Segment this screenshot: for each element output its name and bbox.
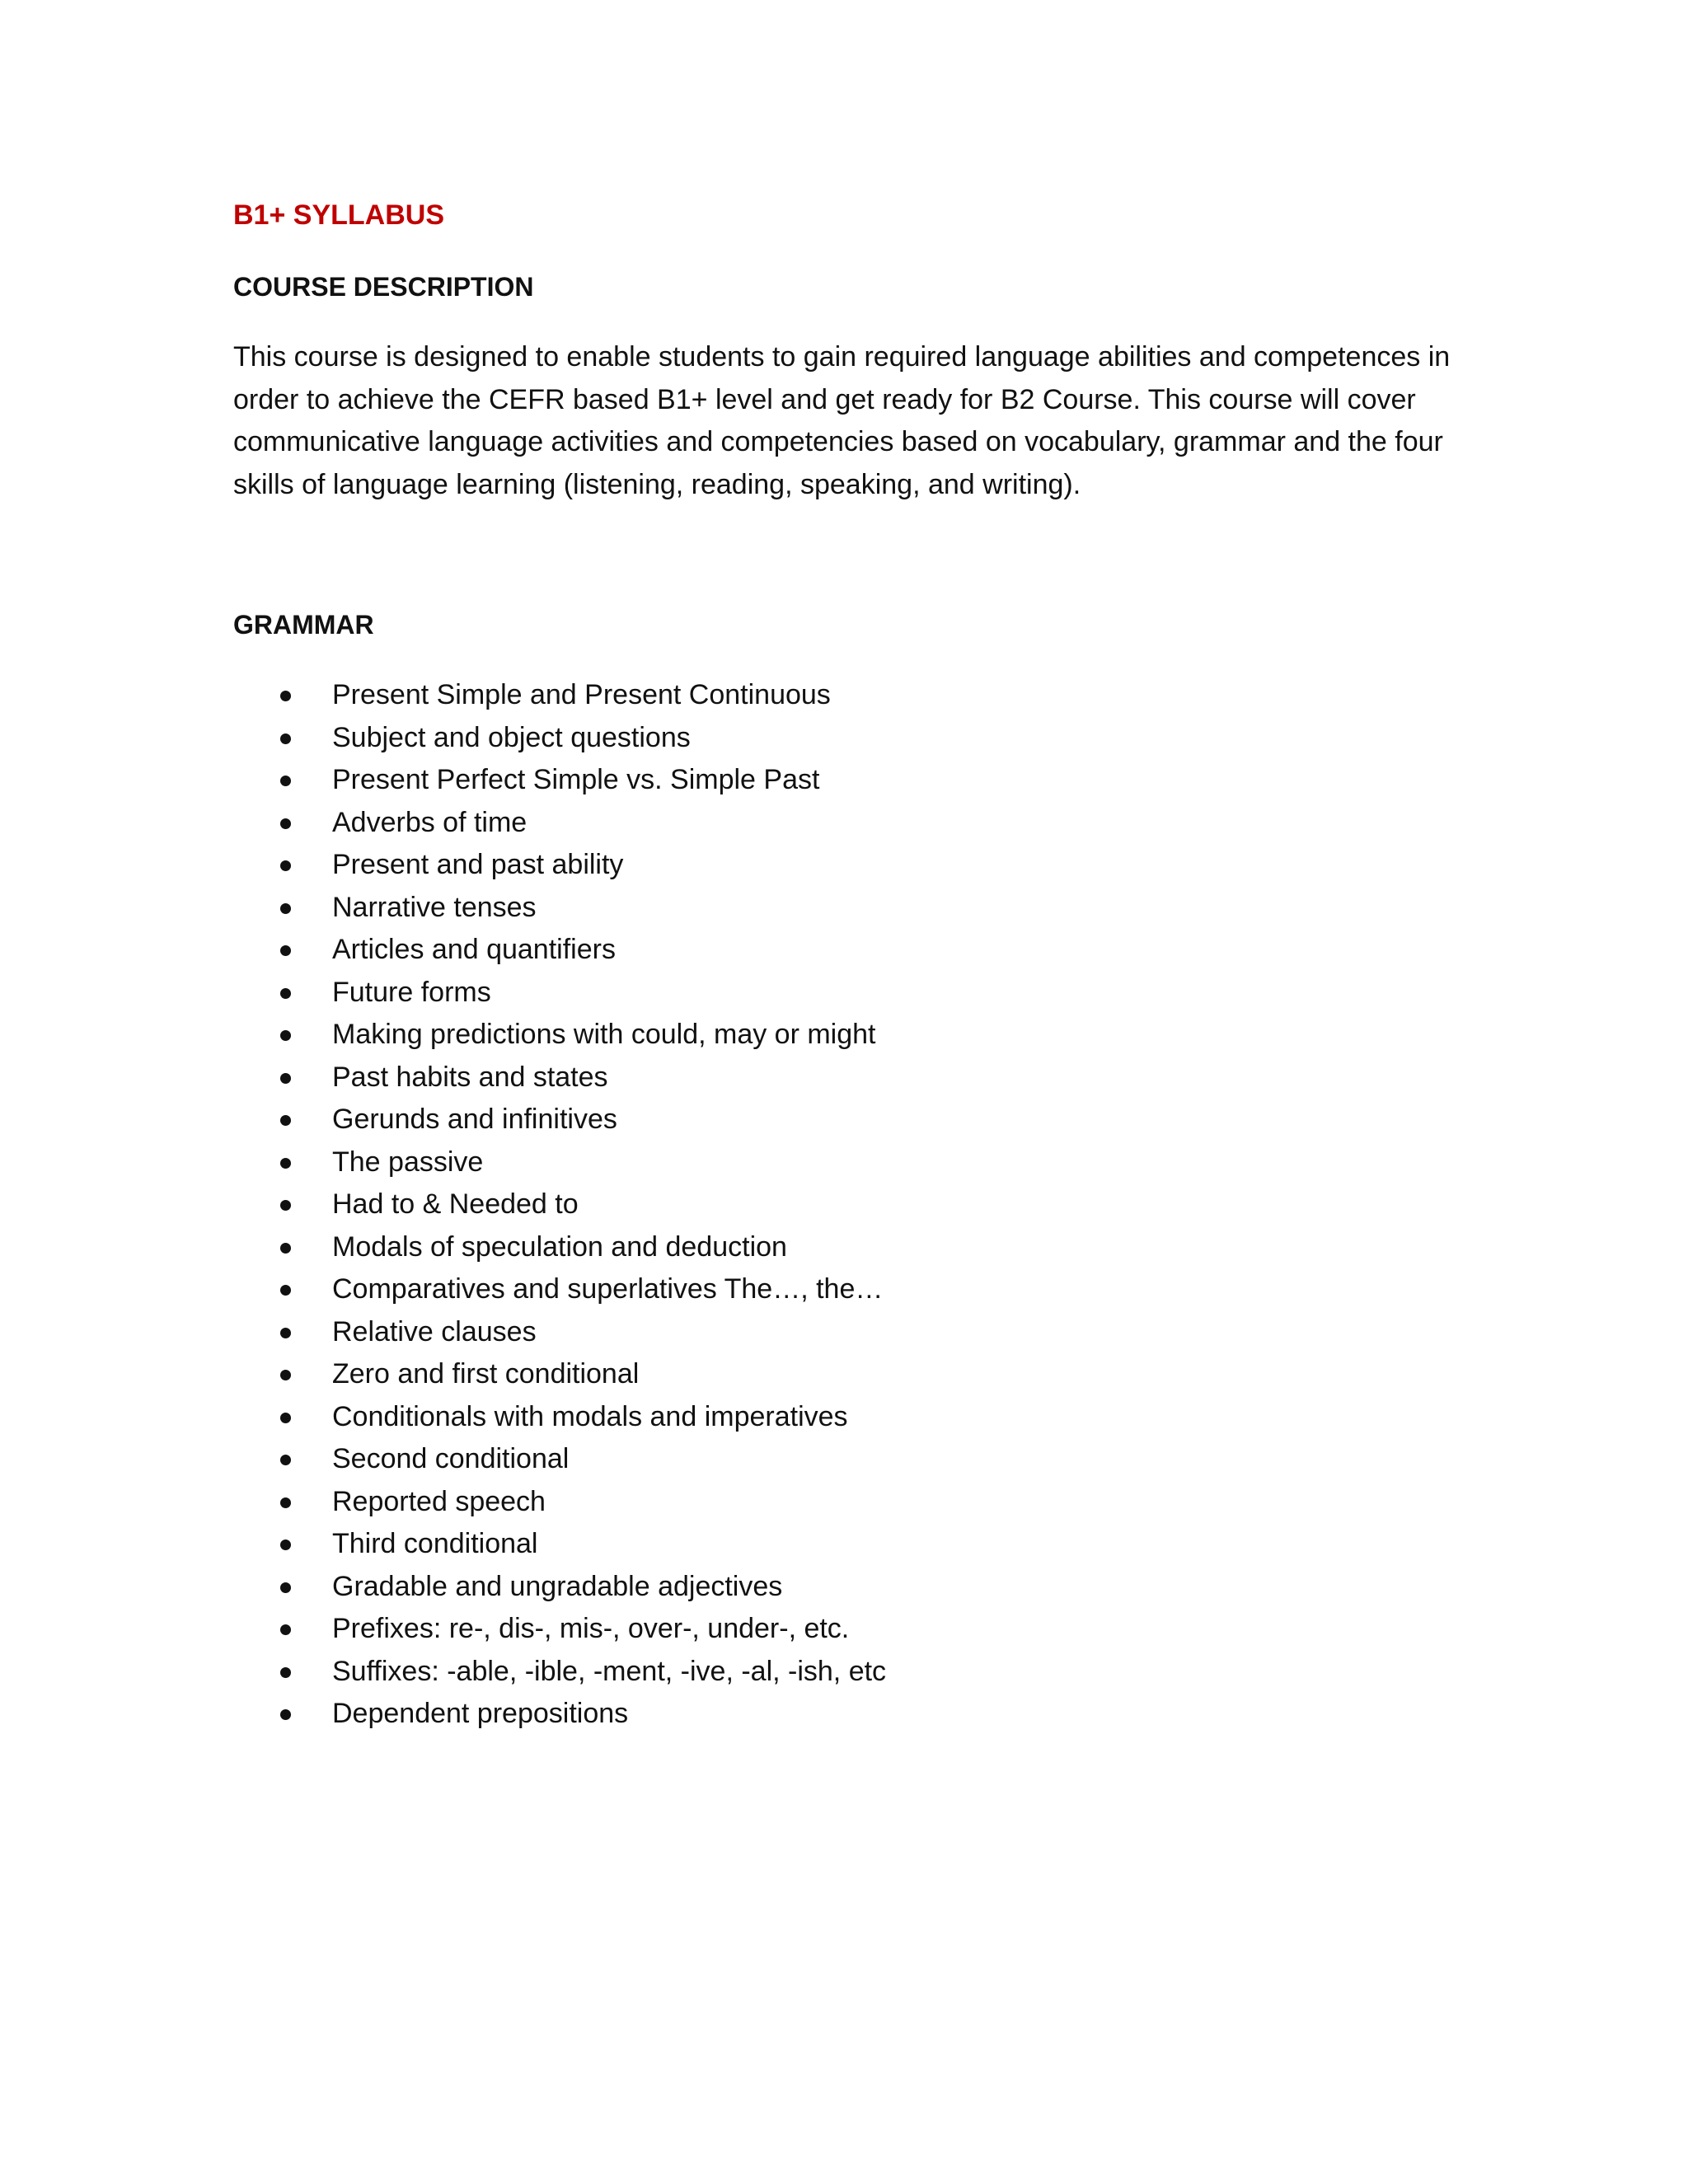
grammar-item-text: Narrative tenses [332,891,537,923]
grammar-list-item [233,1268,1470,1311]
grammar-heading: GRAMMAR [233,610,374,640]
grammar-item-text: Third conditional [332,1528,538,1559]
grammar-list-item [233,717,1470,760]
document-content [233,194,1470,1736]
bullet-icon [280,1370,291,1380]
grammar-list-item [233,1396,1470,1439]
bullet-icon [280,776,291,786]
grammar-item-text: Dependent prepositions [332,1698,629,1729]
grammar-item-text: Reported speech [332,1485,546,1517]
grammar-list-item [233,1481,1470,1524]
grammar-item-text: Present and past ability [332,849,624,880]
grammar-list-item [233,1014,1470,1057]
grammar-list-item [233,1311,1470,1354]
grammar-list-item [233,1141,1470,1184]
grammar-list-item [233,1566,1470,1609]
grammar-list-item [233,802,1470,845]
bullet-icon [280,1073,291,1084]
grammar-item-text: Present Perfect Simple vs. Simple Past [332,764,820,795]
grammar-list-item [233,844,1470,887]
bullet-icon [280,1030,291,1041]
grammar-item-text: Modals of speculation and deduction [332,1230,787,1263]
bullet-icon [280,1709,291,1720]
grammar-list-item [233,972,1470,1015]
bullet-icon [280,988,291,999]
bullet-icon [280,1455,291,1465]
grammar-item-text: Comparatives and superlatives The…, the… [332,1273,884,1305]
bullet-icon [280,1328,291,1338]
bullet-icon [280,818,291,829]
bullet-icon [280,1115,291,1126]
bullet-icon [280,1497,291,1508]
grammar-list-item [233,929,1470,972]
document-title: B1+ SYLLABUS [233,199,444,231]
grammar-list-item [233,674,1470,717]
grammar-item-text: Zero and first conditional [332,1358,640,1390]
bullet-icon [280,860,291,871]
grammar-item-text: Present Simple and Present Continuous [332,679,831,710]
grammar-item-text: Suffixes: -able, -ible, -ment, -ive, -al, -ish, etc [332,1655,887,1687]
grammar-item-text: Relative clauses [332,1315,537,1347]
bullet-icon [280,691,291,701]
grammar-list-item [233,887,1470,930]
course-description-heading: COURSE DESCRIPTION [233,272,534,302]
bullet-icon [280,1413,291,1423]
bullet-icon [280,1582,291,1593]
grammar-list-item [233,1226,1470,1269]
grammar-item-text: Future forms [332,976,491,1008]
bullet-icon [280,1158,291,1169]
grammar-list-item [233,759,1470,802]
grammar-item-text: Prefixes: re-, dis-, mis-, over-, under-, etc. [332,1613,850,1644]
grammar-list-item [233,1353,1470,1396]
grammar-item-text: Adverbs of time [332,806,528,838]
bullet-icon [280,733,291,744]
bullet-icon [280,1540,291,1550]
bullet-icon [280,1200,291,1211]
grammar-item-text: The passive [332,1146,484,1178]
bullet-icon [280,1667,291,1678]
bullet-icon [280,1624,291,1635]
grammar-list-item [233,1438,1470,1481]
grammar-list-item [233,1608,1470,1651]
bullet-icon [280,945,291,956]
bullet-icon [280,1243,291,1254]
bullet-icon [280,1285,291,1296]
bullet-icon [280,903,291,914]
grammar-list-item [233,1651,1470,1694]
grammar-list [233,674,1470,1736]
grammar-item-text: Past habits and states [332,1061,608,1093]
grammar-list-item [233,1183,1470,1226]
grammar-item-text: Second conditional [332,1443,570,1474]
grammar-item-text: Subject and object questions [332,721,691,753]
grammar-list-item [233,1057,1470,1099]
grammar-item-text: Conditionals with modals and imperatives [332,1400,848,1432]
grammar-item-text: Articles and quantifiers [332,934,616,965]
grammar-item-text: Making predictions with could, may or might [332,1019,876,1050]
grammar-item-text: Gerunds and infinitives [332,1104,617,1135]
grammar-item-text: Had to & Needed to [332,1188,579,1220]
grammar-list-item [233,1099,1470,1141]
grammar-list-item [233,1523,1470,1566]
grammar-item-text: Gradable and ungradable adjectives [332,1570,783,1602]
course-description-text: This course is designed to enable students to gain required language abilities and competences in order to achieve the CEFR based B1+ level and get ready for B2 Course. This course will cover communicative language activities and competencies based on vocabulary, grammar and the four skills of language learning (listening, reading, speaking, and writing). [233,341,1451,500]
grammar-list-item [233,1693,1470,1736]
